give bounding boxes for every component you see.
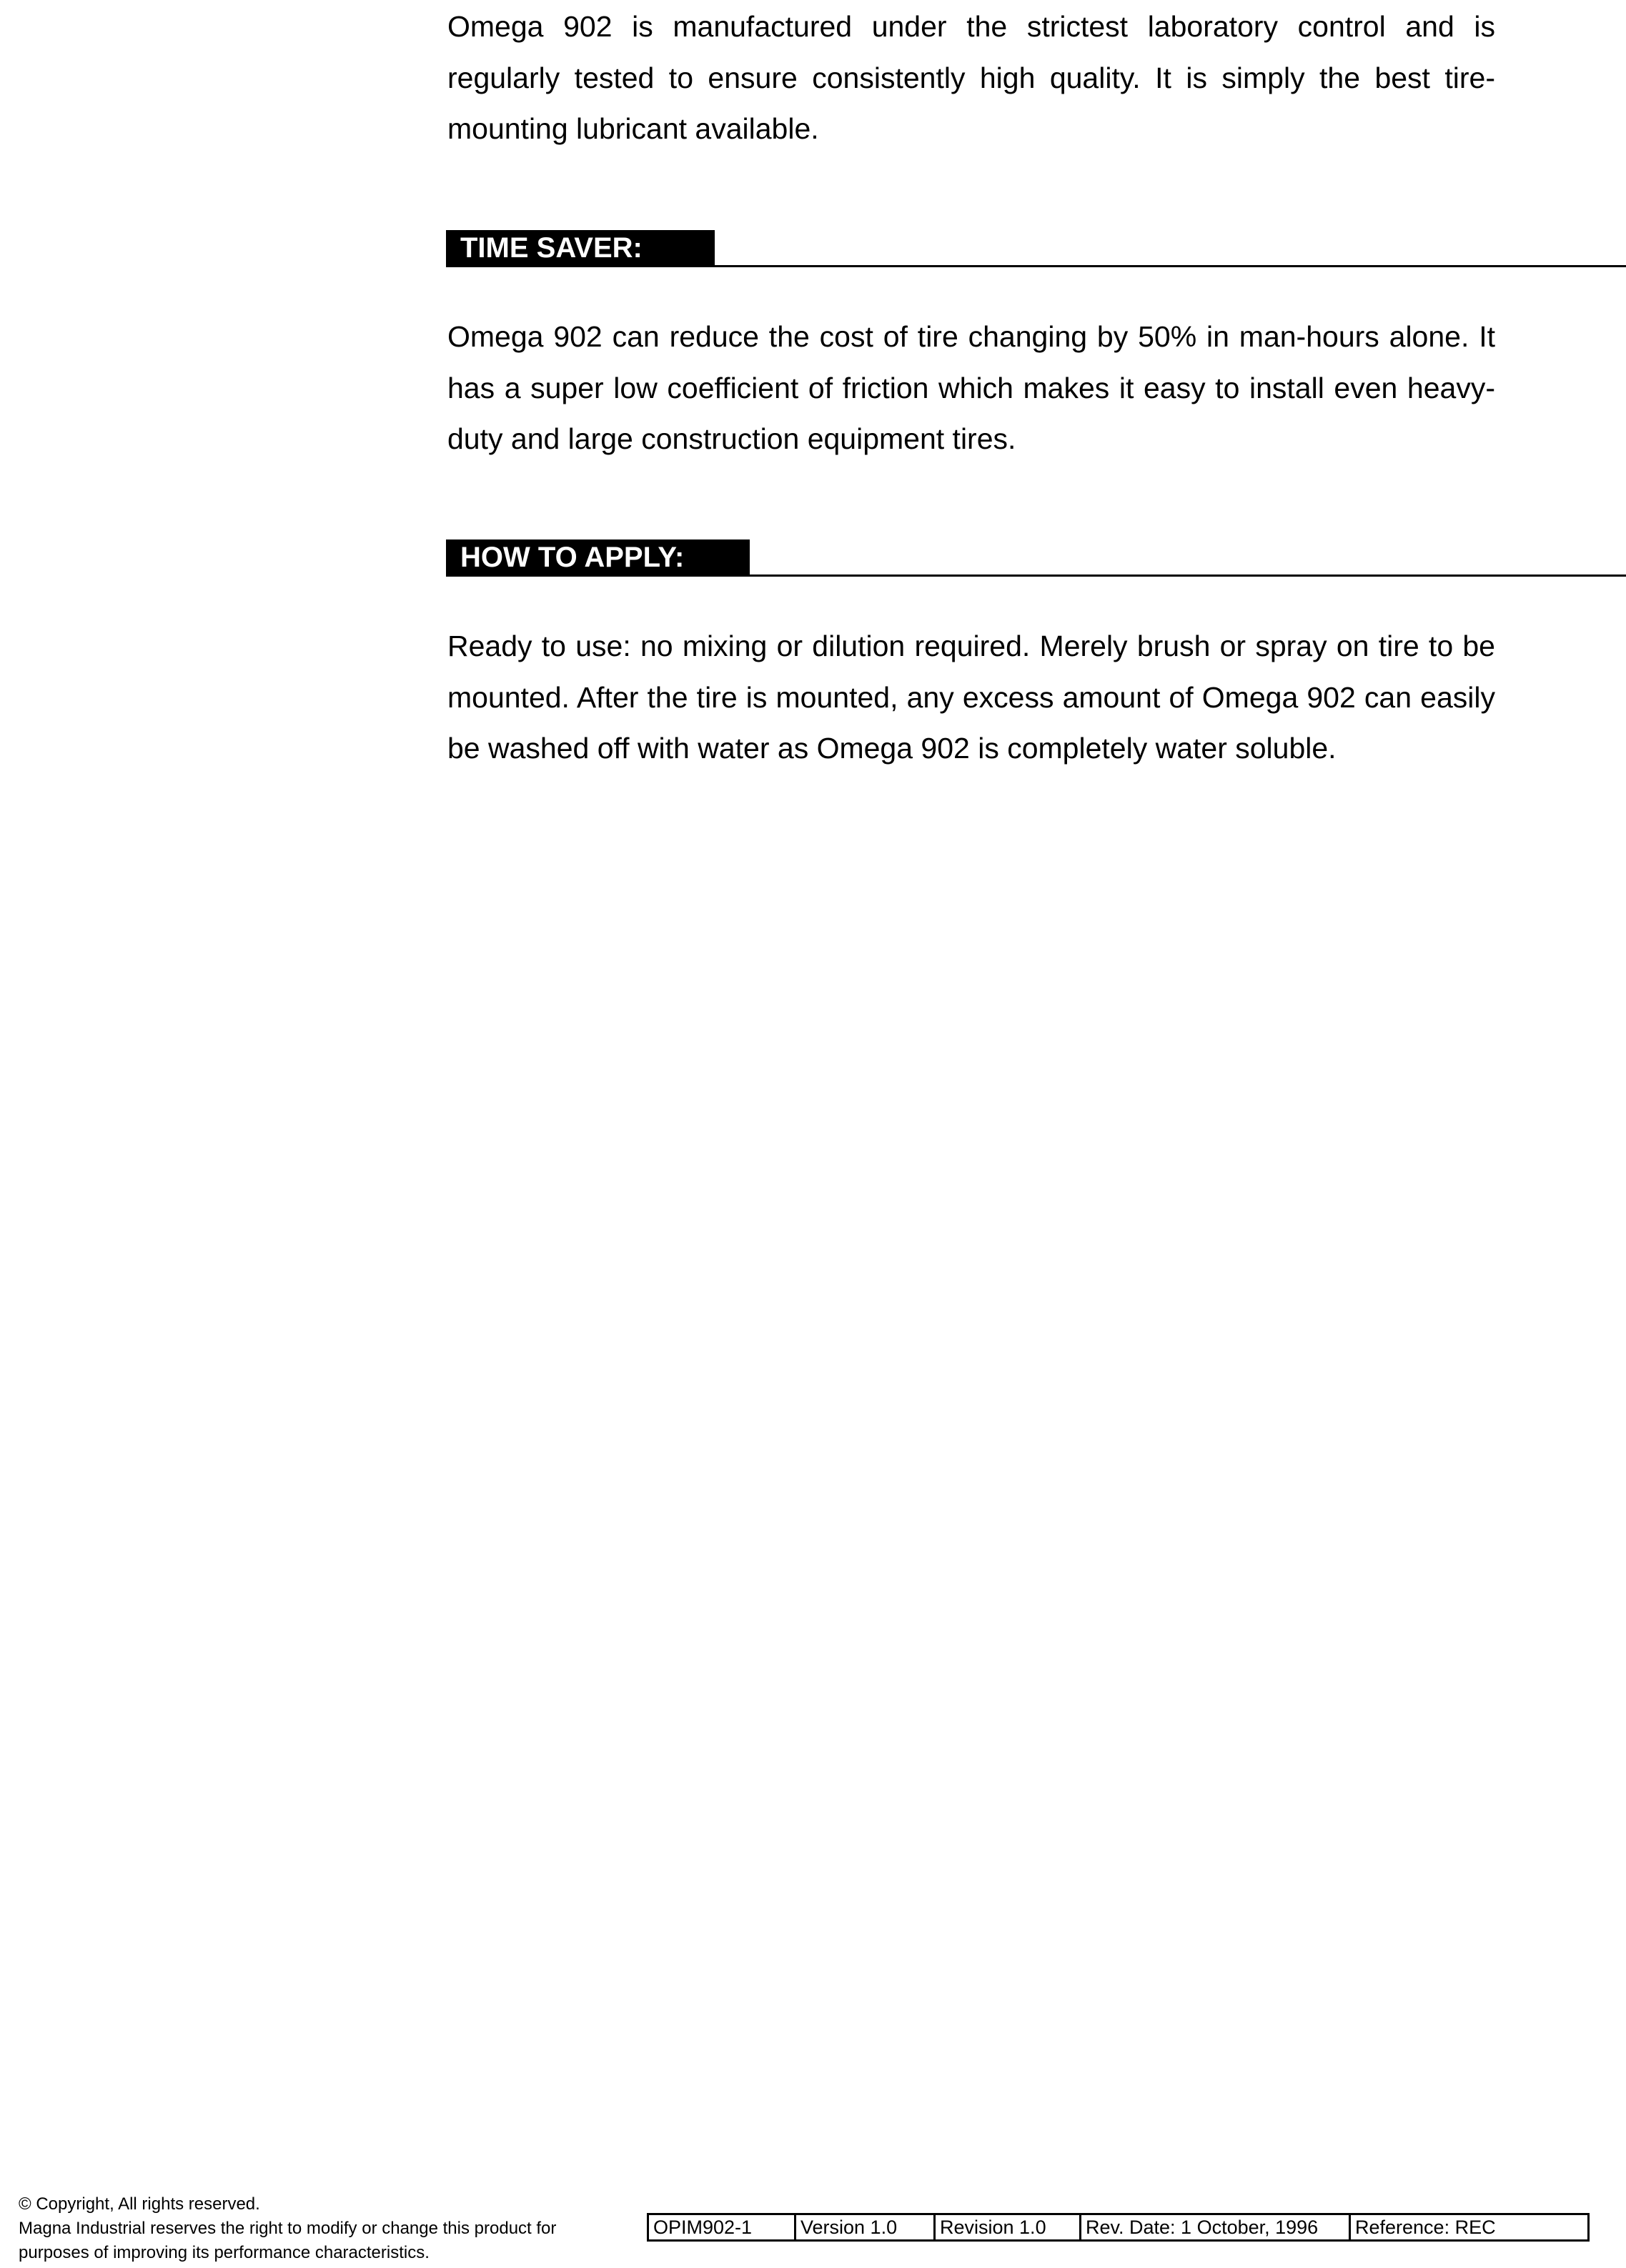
version-cell: Version 1.0 [795,2214,935,2241]
footer-notice [19,2192,633,2265]
disclaimer-line-1: Magna Industrial reserves the right to modify or change this product for [19,2219,557,2238]
disclaimer-line-2: purposes of improving its performance characteristics. [19,2243,430,2262]
section-heading-label: TIME SAVER: [446,230,715,266]
rev-date-cell: Rev. Date: 1 October, 1996 [1081,2214,1350,2241]
section-divider [446,575,1626,577]
time-saver-paragraph: Omega 902 can reduce the cost of tire changing by 50% in man-hours alone. It has a super low coefficient of friction which makes it easy to install even heavy-duty and large construction equipment tires. [447,320,1495,455]
doc-code-cell: OPIM902-1 [648,2214,795,2241]
section-heading-how-to-apply [446,539,1626,577]
section-divider [446,265,1626,267]
section-heading-label: HOW TO APPLY: [446,539,750,575]
how-to-apply-paragraph: Ready to use: no mixing or dilution required. Merely brush or spray on tire to be mounted. After the tire is mounted, any excess amount of Omega 902 can easily be washed off with water as Omega 902 is completely water soluble. [447,630,1495,765]
document-reference-table [647,2213,1590,2242]
intro-paragraph: Omega 902 is manufactured under the strictest laboratory control and is regularly tested to ensure consistently high quality. It is simply the best tire-mounting lubricant available. [447,10,1495,145]
section-heading-time-saver [446,230,1626,267]
revision-cell: Revision 1.0 [935,2214,1081,2241]
reference-cell: Reference: REC [1350,2214,1589,2241]
copyright-text: © Copyright, All rights reserved. [19,2194,260,2214]
table-row [648,2214,1589,2241]
